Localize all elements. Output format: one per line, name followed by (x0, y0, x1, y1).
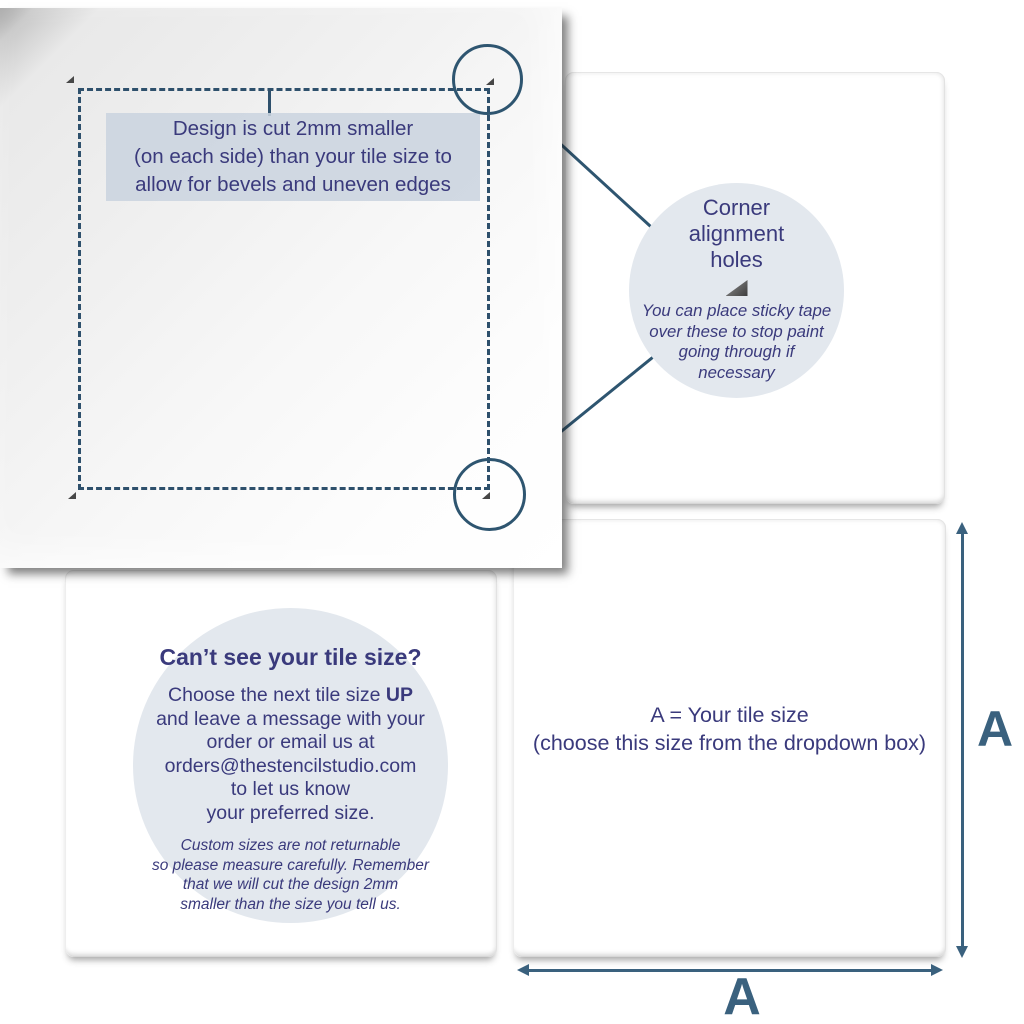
cut-note-line: Design is cut 2mm smaller (172, 117, 414, 140)
corner-callout-note-line: necessary (698, 362, 775, 382)
size-help-heading: Can’t see your tile size? (159, 644, 422, 670)
corner-alignment-callout (629, 183, 844, 398)
email-address: orders@thestencilstudio.com (164, 754, 417, 777)
arrowhead-up-icon (956, 522, 968, 534)
size-help-body-line: to let us know (230, 778, 351, 800)
corner-callout-note-line: over these to stop paint (649, 321, 824, 341)
size-help-body-line: order or email us at (206, 731, 375, 753)
size-help-body-line: and leave a message with your (156, 707, 425, 730)
size-help-note-line: Custom sizes are not returnable (180, 837, 401, 854)
alignment-hole-triangle-icon (726, 280, 748, 296)
corner-callout-heading: Corner (702, 195, 771, 220)
size-help-body-text: Choose the next tile size (168, 684, 386, 706)
cut-note (106, 113, 480, 201)
stencil-tile-photo (0, 8, 562, 568)
arrowhead-left-icon (517, 964, 529, 976)
corner-callout-note-line: You can place sticky tape (641, 301, 832, 320)
dimension-line (961, 534, 964, 946)
corner-callout-note-line: going through if (678, 342, 795, 361)
corner-callout-heading: alignment (688, 221, 785, 246)
size-help-note-line: that we will cut the design 2mm (182, 876, 399, 893)
tile-size-note-line: (choose this size from the dropdown box) (532, 731, 927, 755)
width-label: A (723, 968, 761, 1024)
size-help-callout (133, 608, 448, 923)
corner-highlight-circle-top (452, 44, 523, 115)
height-label: A (976, 701, 1014, 757)
arrowhead-down-icon (956, 946, 968, 958)
arrowhead-right-icon (931, 964, 943, 976)
size-help-body-line (133, 684, 448, 708)
size-help-body-bold: UP (385, 684, 413, 706)
cut-note-line: (on each side) than your tile size to (134, 145, 452, 168)
height-dimension-arrow (954, 522, 970, 958)
corner-hole-icon (66, 76, 74, 83)
corner-hole-icon (68, 492, 76, 499)
size-help-note-line: smaller than the size you tell us. (180, 895, 401, 913)
corner-highlight-circle-bottom (453, 458, 526, 531)
size-help-body-line: your preferred size. (206, 801, 375, 824)
tile-size-note-line: A = Your tile size (650, 703, 809, 727)
cut-note-line: allow for bevels and uneven edges (135, 173, 451, 196)
blank-tile-bottom-right (513, 519, 946, 957)
size-help-note-line: so please measure carefully. Remember (151, 856, 430, 874)
tile-size-note (513, 701, 946, 757)
corner-callout-heading: holes (710, 247, 763, 272)
